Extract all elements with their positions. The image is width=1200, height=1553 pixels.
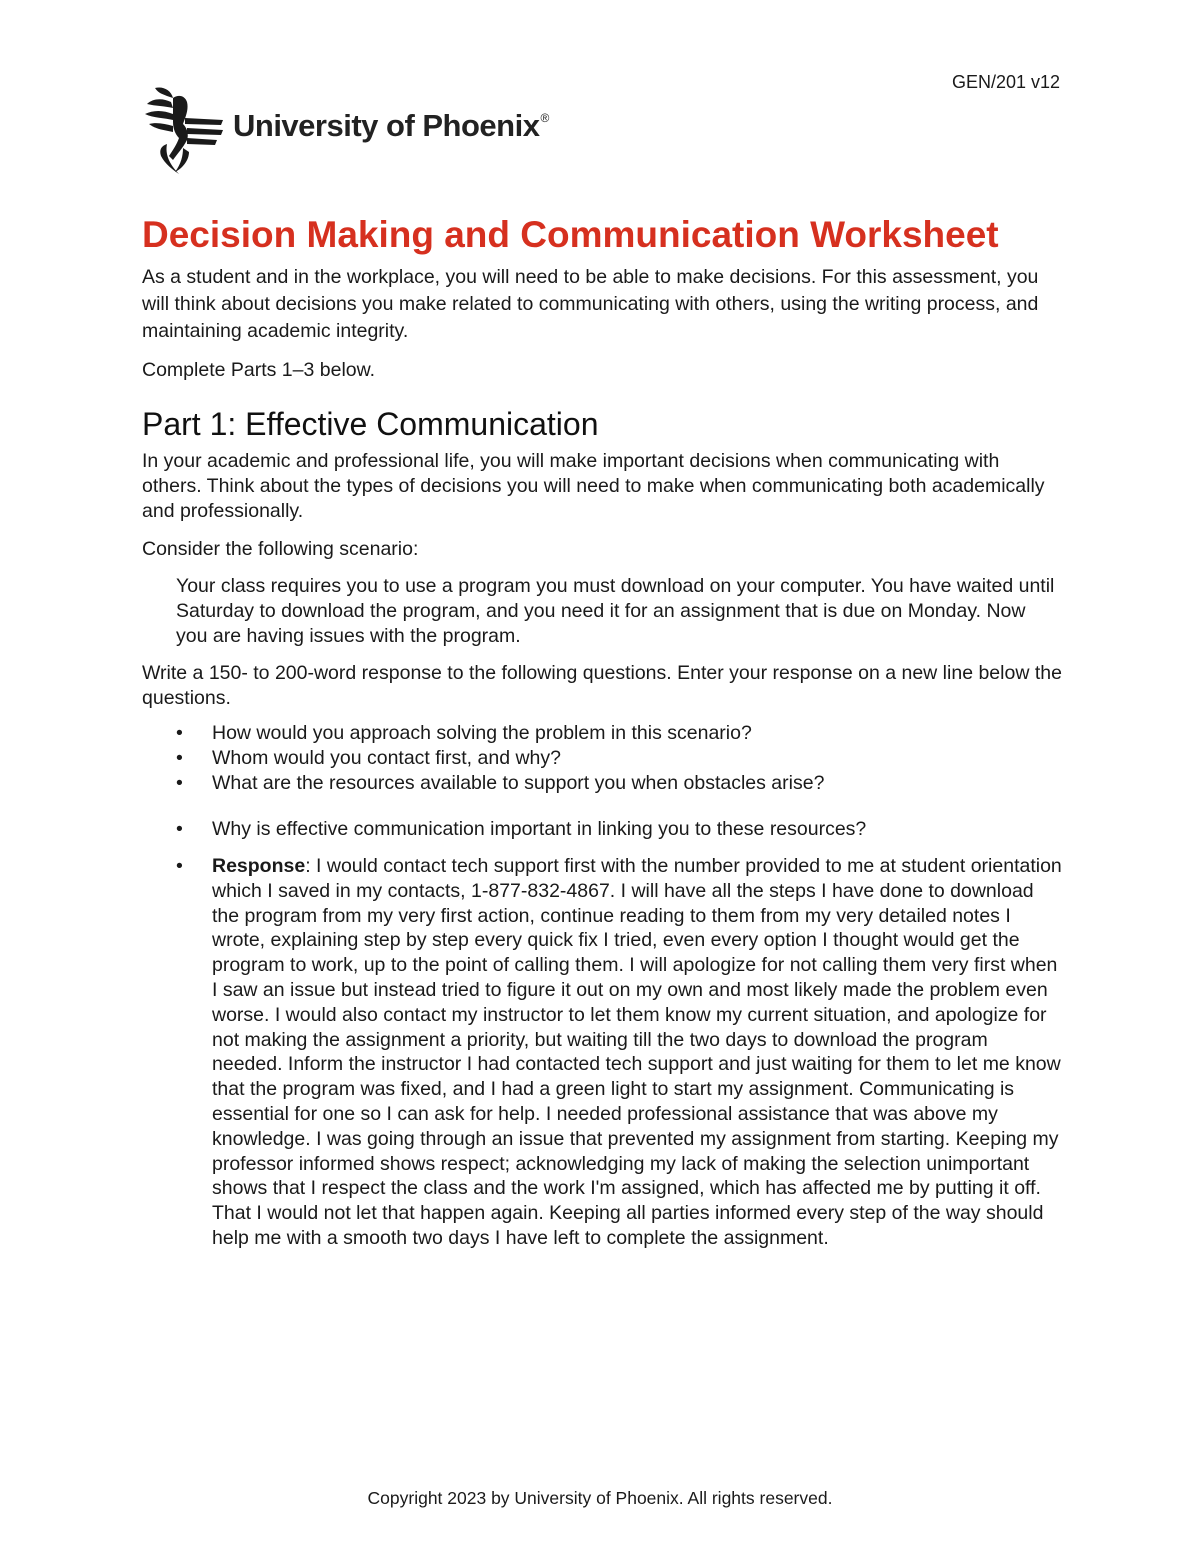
intro-paragraph: As a student and in the workplace, you will need to be able to make decisions. For this assessment, you will think about decisions you make related to communicating with others, using the writing process, and maintaining academic integrity. xyxy=(142,266,1039,342)
course-code: GEN/201 v12 xyxy=(951,72,1060,92)
document-title: Decision Making and Communication Worksheet xyxy=(142,214,999,255)
part1-description: In your academic and professional life, you will make important decisions when communicating with others. Think about the types of decisions you will need to make when communicating both academically and professionally. xyxy=(142,450,1045,522)
logo-wordmark: University of Phoenix® xyxy=(233,108,549,143)
bullet-icon: • xyxy=(176,772,183,794)
copyright-footer: Copyright 2023 by University of Phoenix. All rights reserved. xyxy=(367,1488,833,1508)
worksheet-content xyxy=(142,212,1062,1251)
list-item: • Why is effective communication important in linking you to these resources? xyxy=(176,818,867,840)
scenario-lead-in: Consider the following scenario: xyxy=(142,538,419,560)
registered-trademark: ® xyxy=(540,111,549,125)
complete-parts-instruction: Complete Parts 1–3 below. xyxy=(142,359,376,381)
bullet-icon: • xyxy=(176,818,183,840)
response-text: : I would contact tech support first with the number provided to me at student orientation which I saved in my contacts, 1-877-832-4867. I will have all the steps I have done to download the program from my very first action, continue reading to them from my very detailed notes I wrote, explaining step by step every quick fix I tried, even every option I thought would get the program to work, up to the point of calling them. I will apologize for not calling them very first when I saw an issue but instead tried to figure it out on my own and most likely made the problem even worse. I would also contact my instructor to let them know my current situation, and apologize for not making the assignment a priority, but waiting till the two days to download the program needed. Inform the instructor I had contacted tech support and just waiting for them to let me know that the program was fixed, and I had a green light to start my assignment. Communicating is essential for one so I can ask for help. I needed professional assistance that was above my knowledge. I was going through an issue that prevented my assignment from starting. Keeping my professor informed shows respect; acknowledging my lack of making the selection unimportant shows that I respect the class and the work I'm assigned, which has affected me by putting it off. That I would not let that happen again. Keeping all parties informed every step of the way should help me with a smooth two days I have left to complete the assignment. xyxy=(212,855,1062,1249)
list-item: • Whom would you contact first, and why? xyxy=(176,747,561,769)
bullet-icon: • xyxy=(176,747,183,769)
response-item xyxy=(142,854,1062,1251)
bullet-icon: • xyxy=(176,855,183,877)
phoenix-bird-icon xyxy=(143,84,225,176)
question-list xyxy=(142,721,1062,1251)
bullet-icon: • xyxy=(176,722,183,744)
list-item: • How would you approach solving the problem in this scenario? xyxy=(176,722,752,744)
university-logo xyxy=(143,84,549,176)
response-instructions: Write a 150- to 200-word response to the following questions. Enter your response on a new line below the questions. xyxy=(142,662,1062,709)
part1-heading: Part 1: Effective Communication xyxy=(142,406,599,442)
scenario-text: Your class requires you to use a program you must download on your computer. You have waited until Saturday to download the program, and you need it for an assignment that is due on Monday. Now you are having issues with the program. xyxy=(176,575,1055,647)
response-label: Response xyxy=(212,855,306,877)
list-item: • What are the resources available to support you when obstacles arise? xyxy=(176,772,825,794)
